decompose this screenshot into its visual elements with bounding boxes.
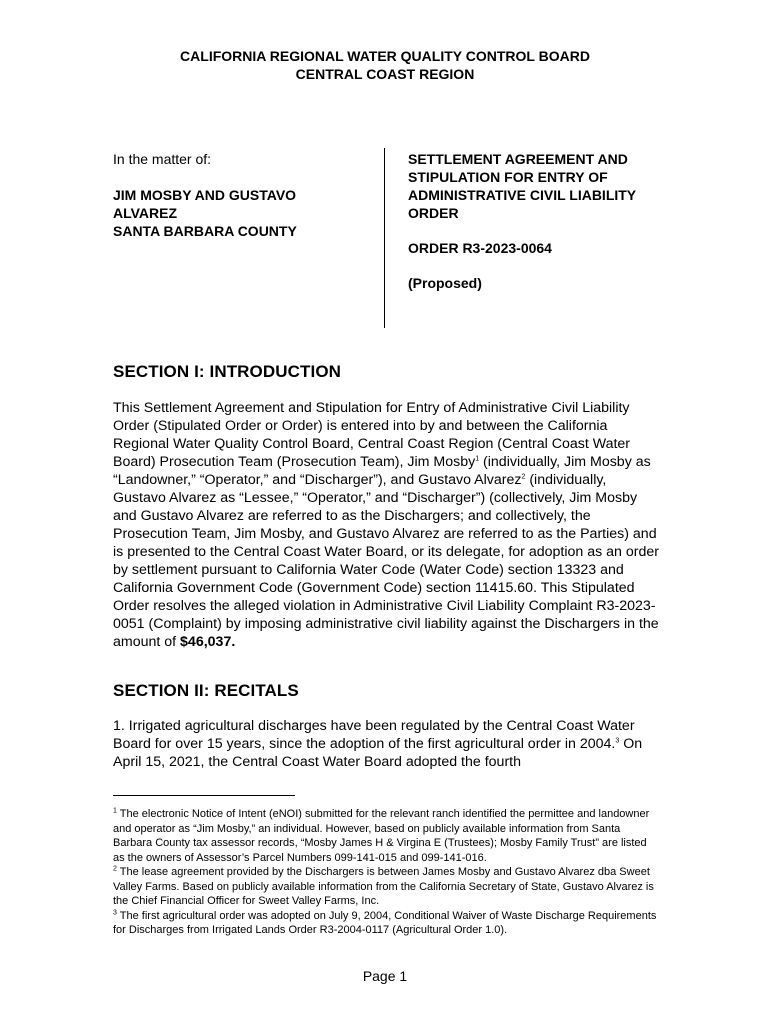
caption-right [408, 150, 668, 292]
liability-amount: $46,037. [180, 634, 236, 650]
matter-label: In the matter of: [113, 151, 212, 167]
recital-text-b: On April 15, 2021, the Central Coast Water Board adopted the fourth [113, 736, 643, 770]
footnote-ref-3[interactable]: 3 [615, 737, 620, 745]
footnote-1-number: 1 [113, 807, 117, 815]
section-1-heading: SECTION I: INTRODUCTION [113, 362, 342, 381]
footnote-3-number: 3 [113, 908, 117, 916]
caption-divider [384, 148, 385, 328]
footnote-ref-1[interactable]: 1 [475, 455, 480, 463]
party-name-line2: ALVAREZ [113, 205, 178, 221]
footnote-1 [113, 807, 658, 865]
intro-text-a: This Settlement Agreement and Stipulation for Entry of Administrative Civil Liability Order (Stipulated Order or Order) is entered into by and between the California Regional Water Quality Control Board, Central Coast Region (Central Coast Water Board) Prosecution Team (Prosecution Team), Jim Mosby [113, 400, 631, 470]
footnote-3-text: The first agricultural order was adopted on July 9, 2004, Conditional Waiver of Waste Discharge Requirements for Discharges from Irrigated Lands Order R3-2004-0117 (Agricultural Order 1.0). [113, 909, 657, 936]
agency-header [0, 47, 770, 83]
document-title-line4: ORDER [408, 205, 459, 221]
document-title-line3: ADMINISTRATIVE CIVIL LIABILITY [408, 187, 637, 203]
region-name: CENTRAL COAST REGION [295, 66, 475, 82]
introduction-paragraph [113, 399, 661, 651]
page-number: Page 1 [362, 968, 408, 984]
document-title-line1: SETTLEMENT AGREEMENT AND [408, 151, 628, 167]
footnote-1-text: The electronic Notice of Intent (eNOI) submitted for the relevant ranch identified the permittee and landowner and operator as “Jim Mosby,” an individual. However, based on publicly available information from Santa Barbara County tax assessor records, “Mosby James H & Virgina E (Trustees); Mosby Family Trust” are listed as the owners of Assessor’s Parcel Numbers 099-141-015 and 099-141-016. [113, 808, 650, 864]
agency-name: CALIFORNIA REGIONAL WATER QUALITY CONTROL BOARD [180, 48, 590, 64]
caption-left [113, 150, 373, 240]
document-title-line2: STIPULATION FOR ENTRY OF [408, 169, 608, 185]
footnote-2-text: The lease agreement provided by the Dischargers is between James Mosby and Gustavo Alvarez dba Sweet Valley Farms. Based on publicly available information from the California Secretary of State, Gustavo Alvarez is the Chief Financial Officer for Sweet Valley Farms, Inc. [113, 866, 654, 907]
footnote-3 [113, 909, 658, 938]
footnote-2-number: 2 [113, 865, 117, 873]
recitals-paragraph-1 [113, 717, 661, 771]
order-number: ORDER R3-2023-0064 [408, 240, 552, 256]
section-2-heading: SECTION II: RECITALS [113, 681, 299, 700]
party-name-line1: JIM MOSBY AND GUSTAVO [113, 187, 297, 203]
intro-text-c: (individually, Gustavo Alvarez as “Lessee,” “Operator,” and “Discharger”) (collectively, Jim Mosby and Gustavo Alvarez are referred to as the Dischargers; and collectively, the Prosecution Team, Jim Mosby, and Gustavo Alvarez are referred to as the Parties) and is presented to the Central Coast Water Board, or its delegate, for adoption as an order by settlement pursuant to California Water Code (Water Code) section 13323 and California Government Code (Government Code) section 11415.60. This Stipulated Order resolves the alleged violation in Administrative Civil Liability Complaint R3-2023-0051 (Complaint) by imposing administrative civil liability against the Dischargers in the amount of [113, 472, 659, 650]
recital-text-a: 1. Irrigated agricultural discharges have been regulated by the Central Coast Water Board for over 15 years, since the adoption of the first agricultural order in 2004. [113, 718, 635, 752]
footnote-separator [113, 795, 295, 796]
footnotes [113, 807, 658, 938]
footnote-2 [113, 865, 658, 909]
county-name: SANTA BARBARA COUNTY [113, 223, 297, 239]
order-status: (Proposed) [408, 275, 482, 291]
footnote-ref-2[interactable]: 2 [521, 473, 526, 481]
intro-text-b: (individually, Jim Mosby as “Landowner,” “Operator,” and “Discharger”), and Gustavo Alvarez [113, 454, 651, 488]
